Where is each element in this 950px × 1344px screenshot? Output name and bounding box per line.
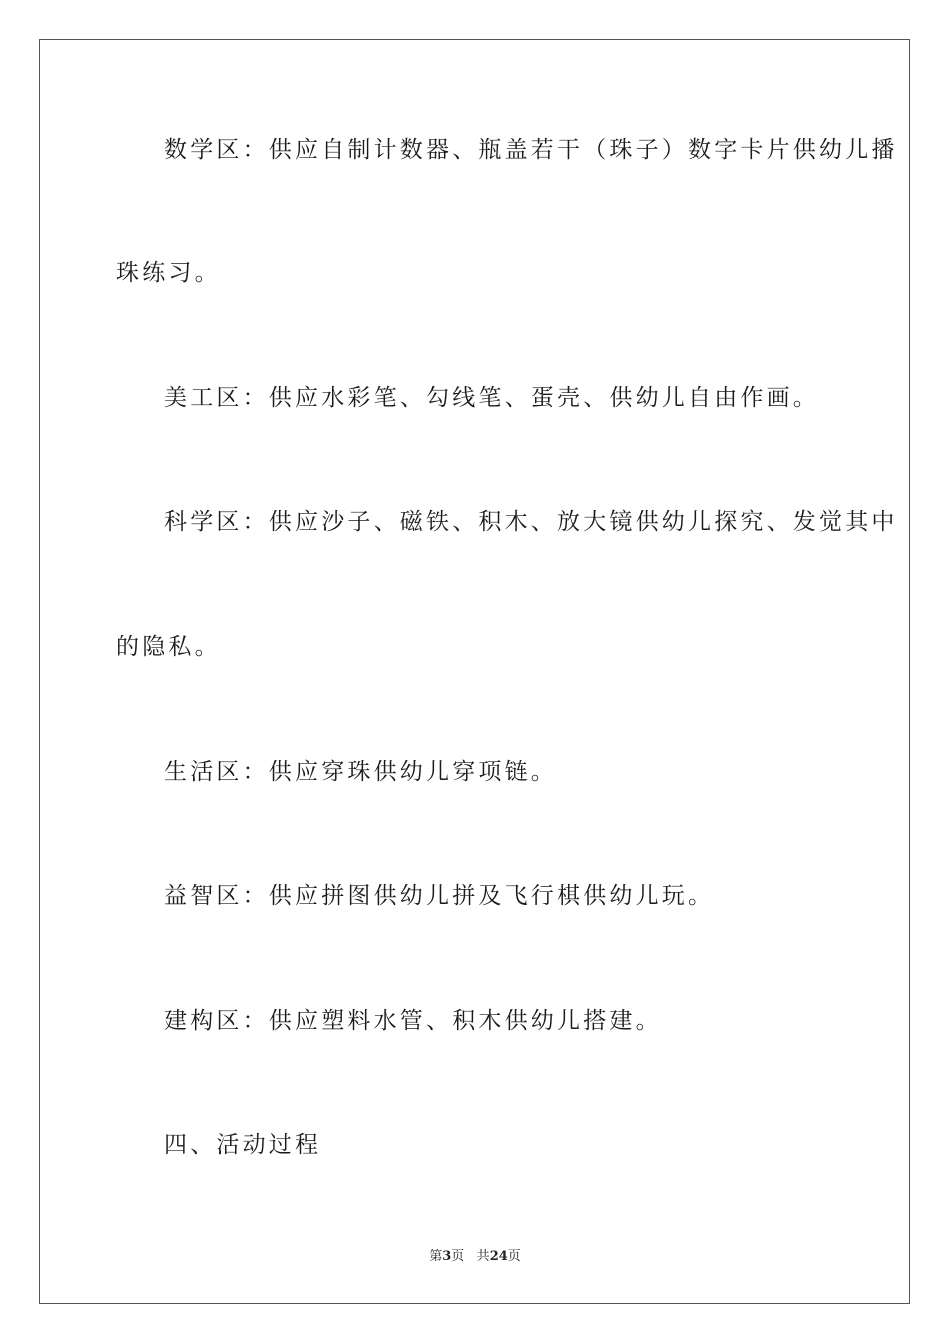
total-pages: 24 (489, 1249, 508, 1264)
paragraph-math-area-continued: 珠练习。 (116, 260, 221, 286)
page-prefix: 第 (429, 1249, 443, 1264)
section-heading-activity-process: 四、活动过程 (164, 1132, 322, 1158)
total-suffix: 页 (507, 1249, 521, 1264)
paragraph-math-area: 数学区：供应自制计数器、瓶盖若干（珠子）数字卡片供幼儿播 (164, 137, 898, 163)
page-border (39, 39, 910, 1304)
paragraph-science-area: 科学区：供应沙子、磁铁、积木、放大镜供幼儿探究、发觉其中 (164, 509, 898, 535)
paragraph-life-area: 生活区：供应穿珠供幼儿穿项链。 (164, 759, 557, 785)
page-footer (0, 1245, 950, 1264)
page-suffix: 页 (451, 1249, 465, 1264)
paragraph-art-area: 美工区：供应水彩笔、勾线笔、蛋壳、供幼儿自由作画。 (164, 385, 819, 411)
total-prefix: 共 (476, 1249, 490, 1264)
page-number: 3 (442, 1249, 452, 1264)
paragraph-puzzle-area: 益智区：供应拼图供幼儿拼及飞行棋供幼儿玩。 (164, 883, 715, 909)
paragraph-science-area-continued: 的隐私。 (116, 634, 221, 660)
paragraph-construction-area: 建构区：供应塑料水管、积木供幼儿搭建。 (164, 1008, 662, 1034)
